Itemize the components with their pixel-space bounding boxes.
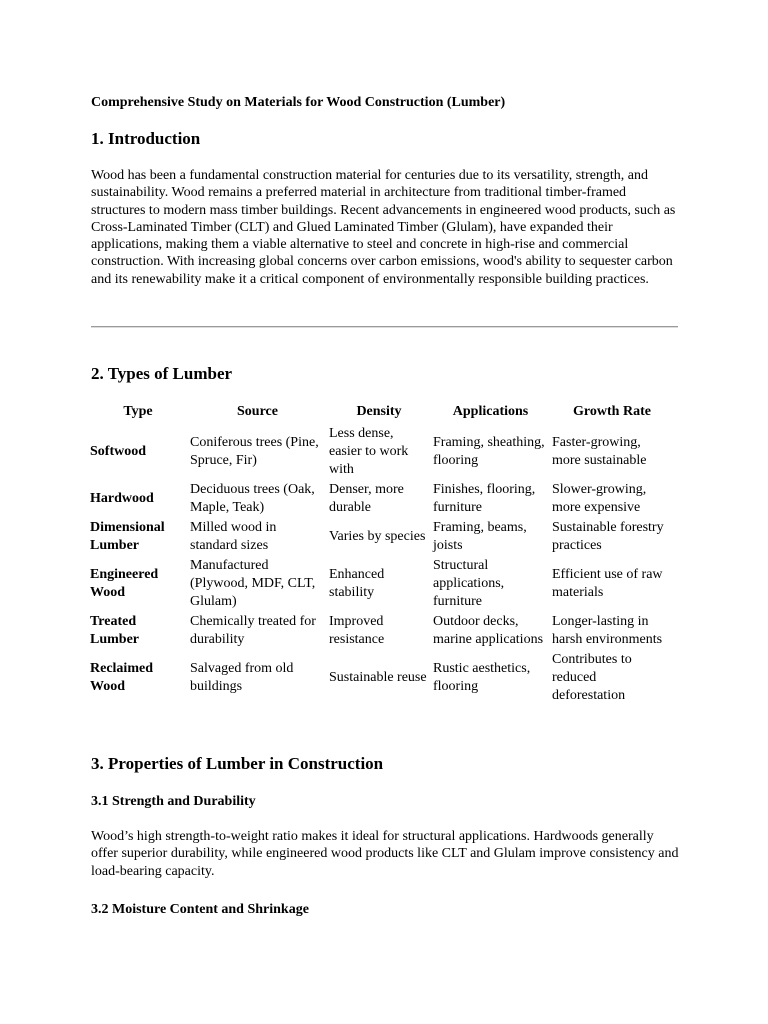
table-row (88, 424, 674, 480)
table-cell: Framing, sheathing, flooring (433, 435, 545, 468)
column-header: Density (356, 404, 402, 419)
column-header: Growth Rate (573, 404, 651, 419)
table-row (88, 480, 674, 518)
table-cell: Outdoor decks, marine applications (433, 614, 544, 647)
table-cell: Rustic aesthetics, flooring (433, 661, 531, 694)
table-cell: Faster-growing, more sustainable (552, 435, 647, 468)
table-row (88, 650, 674, 706)
column-header: Applications (452, 404, 529, 419)
introduction-paragraph: Wood has been a fundamental construction material for centuries due to its versatility, strength, and sustainability. Wood remains a preferred material in architecture from traditional timber-framed structures to modern mass timber buildings. Recent advancements in engineered wood products, such as Cross-Laminated Timber (CLT) and Glued Laminated Timber (Glulam), have expanded their applications, making them a viable alternative to steel and concrete in high-rise and commercial construction. With increasing global concerns over carbon emissions, wood's ability to sequester carbon and its renewability make it a critical component of environmentally responsible building practices. (91, 168, 676, 287)
table-cell: Denser, more durable (329, 482, 404, 515)
document-title: Comprehensive Study on Materials for Wood Construction (Lumber) (91, 95, 506, 110)
table-cell: Deciduous trees (Oak, Maple, Teak) (190, 482, 315, 515)
horizontal-divider (91, 326, 678, 328)
table-cell-type: Dimensional Lumber (90, 520, 165, 553)
table-header-row (88, 400, 674, 424)
table-cell: Manufactured (Plywood, MDF, CLT, Glulam) (190, 558, 316, 609)
table-cell-type: Reclaimed Wood (90, 661, 153, 694)
column-header: Source (237, 404, 278, 419)
table-cell: Slower-growing, more expensive (552, 482, 647, 515)
section-heading-types-of-lumber: 2. Types of Lumber (91, 364, 233, 383)
table-cell: Finishes, flooring, furniture (433, 482, 536, 515)
table-cell: Less dense, easier to work with (329, 426, 409, 477)
types-of-lumber-table (88, 400, 674, 706)
table-row (88, 518, 674, 556)
column-header: Type (123, 404, 153, 419)
subsection-heading-strength: 3.1 Strength and Durability (91, 794, 256, 809)
table-cell: Sustainable forestry practices (552, 520, 664, 553)
table-cell: Milled wood in standard sizes (190, 520, 277, 553)
table-row (88, 556, 674, 612)
table-cell: Contributes to reduced deforestation (552, 652, 632, 703)
table-cell: Chemically treated for durability (190, 614, 316, 647)
table-cell: Improved resistance (329, 614, 385, 647)
table-cell-type: Softwood (90, 444, 147, 459)
table-cell: Salvaged from old buildings (190, 661, 294, 694)
table-cell: Sustainable reuse (329, 670, 427, 685)
table-cell: Framing, beams, joists (433, 520, 527, 553)
table-row (88, 612, 674, 650)
section-heading-introduction: 1. Introduction (91, 129, 201, 148)
table-cell: Varies by species (329, 529, 426, 544)
table-cell-type: Hardwood (90, 491, 154, 506)
section-heading-properties: 3. Properties of Lumber in Construction (91, 754, 384, 773)
table-cell-type: Engineered Wood (90, 567, 159, 600)
table-cell-type: Treated Lumber (90, 614, 139, 647)
subsection-heading-moisture: 3.2 Moisture Content and Shrinkage (91, 902, 309, 917)
table-cell: Structural applications, furniture (433, 558, 505, 609)
table-cell: Longer-lasting in harsh environments (552, 614, 663, 647)
strength-paragraph: Wood’s high strength-to-weight ratio makes it ideal for structural applications. Hardwoods generally offer superior durability, while engineered wood products like CLT and Glulam improve consistency and load-bearing capacity. (91, 829, 679, 879)
table-cell: Enhanced stability (329, 567, 385, 600)
table-cell: Efficient use of raw materials (552, 567, 663, 600)
table-cell: Coniferous trees (Pine, Spruce, Fir) (190, 435, 319, 468)
